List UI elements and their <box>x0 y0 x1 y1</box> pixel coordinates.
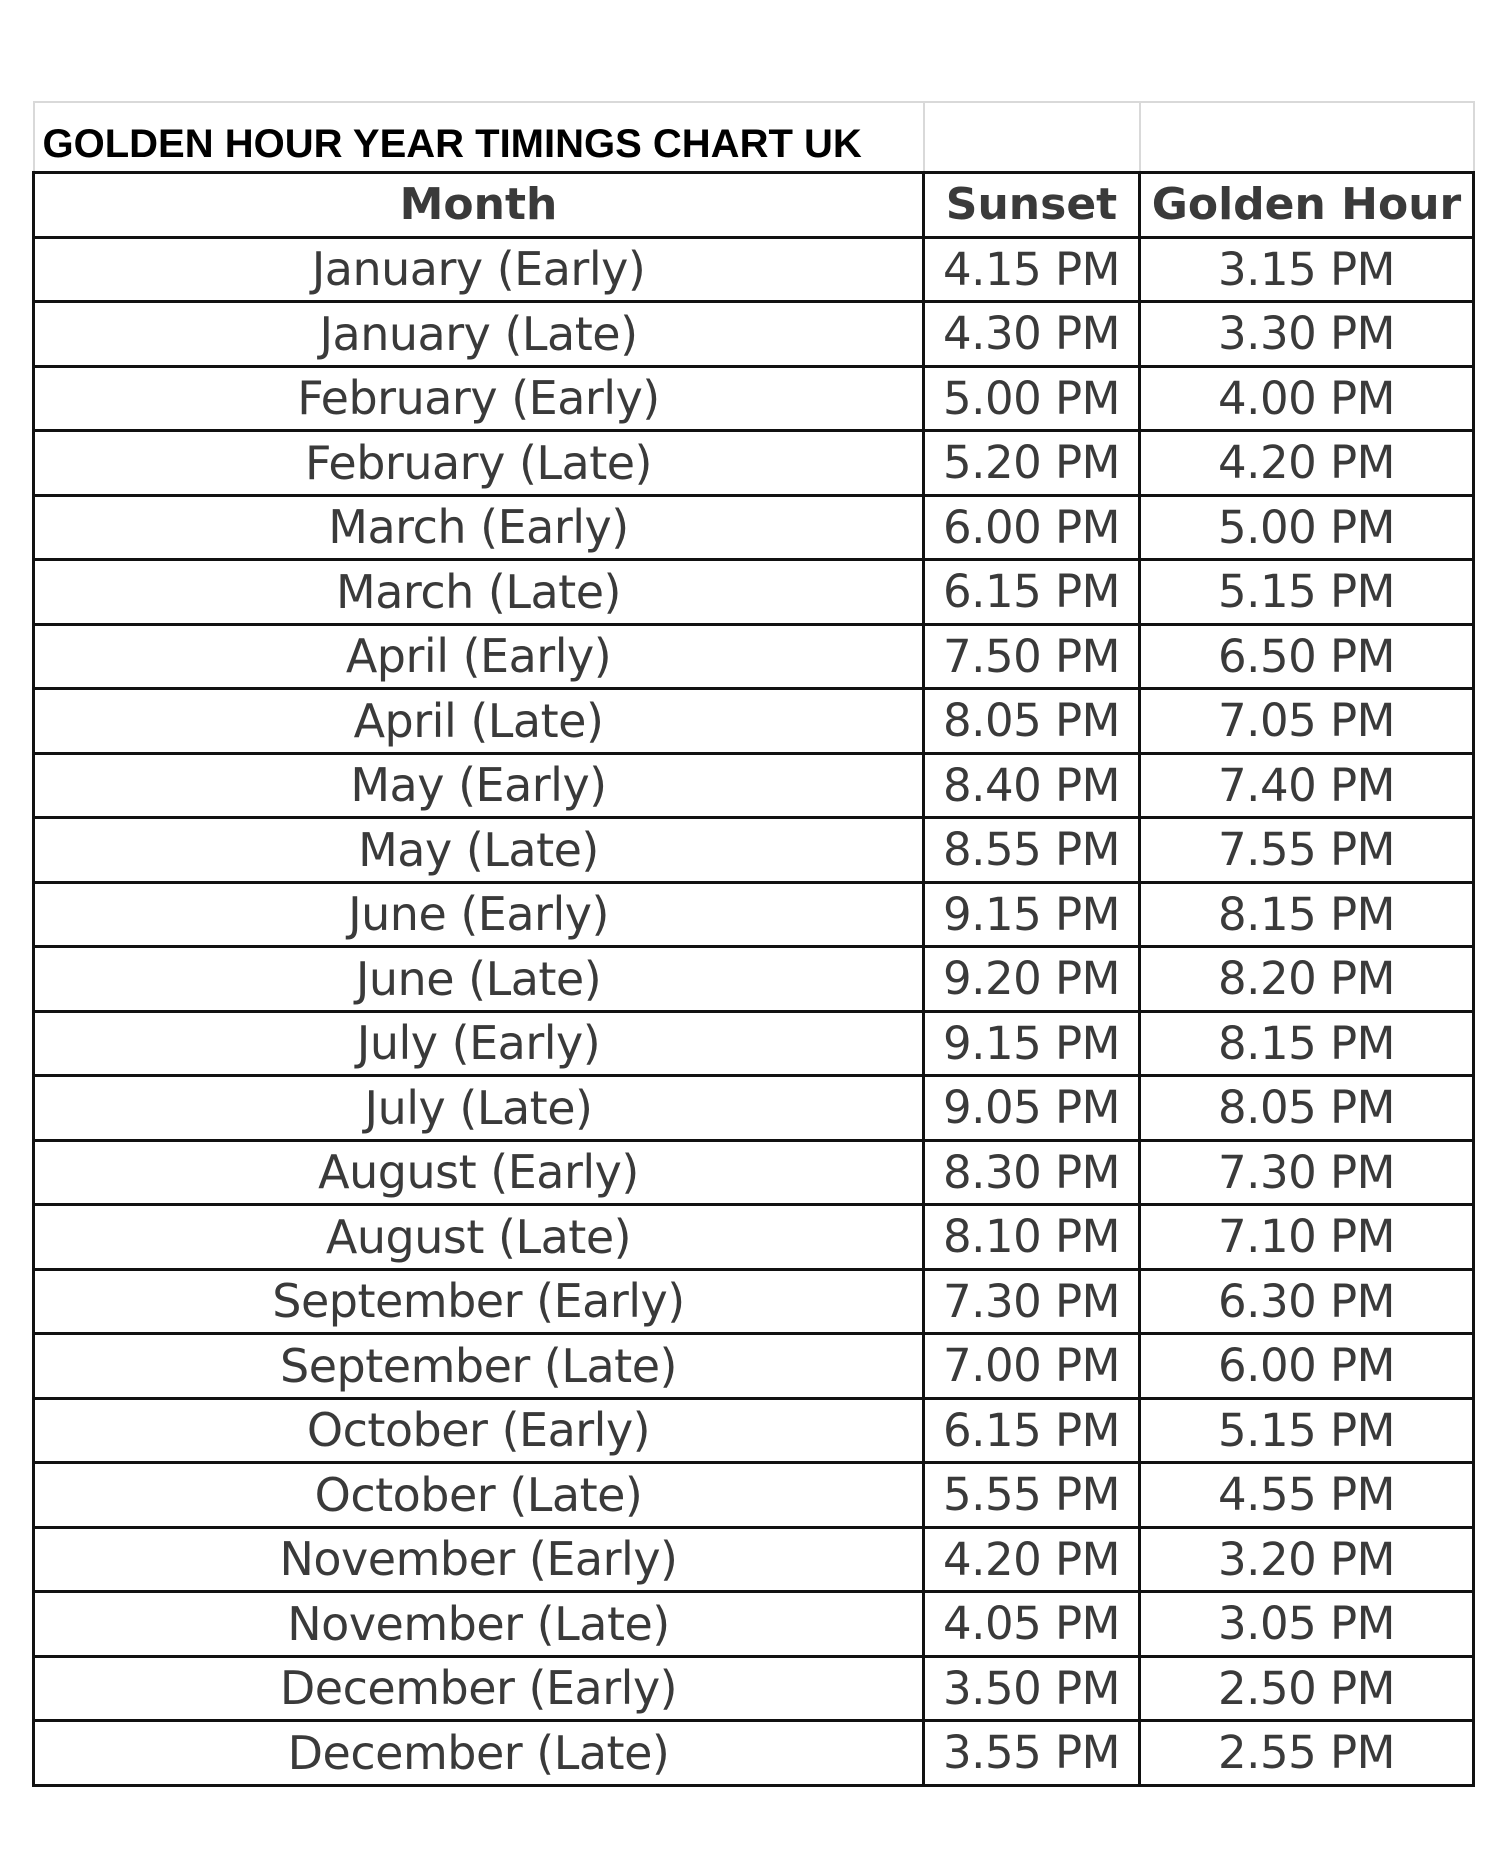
empty-cell <box>924 102 1140 173</box>
month-cell: July (Late) <box>34 1076 924 1141</box>
golden-hour-cell: 2.50 PM <box>1140 1656 1474 1721</box>
sunset-cell: 9.20 PM <box>924 947 1140 1012</box>
sunset-cell: 4.05 PM <box>924 1592 1140 1657</box>
golden-hour-cell: 6.00 PM <box>1140 1334 1474 1399</box>
table-row <box>34 947 1474 1012</box>
sunset-cell: 8.30 PM <box>924 1140 1140 1205</box>
golden-hour-cell: 2.55 PM <box>1140 1721 1474 1786</box>
golden-hour-cell: 5.00 PM <box>1140 495 1474 560</box>
month-cell: December (Late) <box>34 1721 924 1786</box>
sunset-cell: 5.55 PM <box>924 1463 1140 1528</box>
golden-hour-cell: 8.20 PM <box>1140 947 1474 1012</box>
golden-hour-cell: 8.15 PM <box>1140 1011 1474 1076</box>
sunset-cell: 5.00 PM <box>924 366 1140 431</box>
golden-hour-cell: 3.30 PM <box>1140 302 1474 367</box>
golden-hour-cell: 7.40 PM <box>1140 753 1474 818</box>
month-cell: November (Early) <box>34 1527 924 1592</box>
table-row <box>34 1592 1474 1657</box>
month-cell: August (Late) <box>34 1205 924 1270</box>
sunset-cell: 4.15 PM <box>924 237 1140 302</box>
sunset-cell: 8.05 PM <box>924 689 1140 754</box>
sunset-cell: 6.00 PM <box>924 495 1140 560</box>
month-cell: June (Late) <box>34 947 924 1012</box>
month-cell: May (Late) <box>34 818 924 883</box>
golden-hour-cell: 3.05 PM <box>1140 1592 1474 1657</box>
month-cell: September (Late) <box>34 1334 924 1399</box>
sunset-cell: 7.00 PM <box>924 1334 1140 1399</box>
golden-hour-cell: 8.05 PM <box>1140 1076 1474 1141</box>
golden-hour-cell: 5.15 PM <box>1140 1398 1474 1463</box>
golden-hour-cell: 5.15 PM <box>1140 560 1474 625</box>
sunset-cell: 9.15 PM <box>924 882 1140 947</box>
table-row <box>34 1721 1474 1786</box>
month-cell: March (Late) <box>34 560 924 625</box>
table-row <box>34 560 1474 625</box>
golden-hour-cell: 6.50 PM <box>1140 624 1474 689</box>
golden-hour-cell: 3.20 PM <box>1140 1527 1474 1592</box>
table-row <box>34 753 1474 818</box>
table-row <box>34 431 1474 496</box>
month-cell: October (Early) <box>34 1398 924 1463</box>
column-header-month: Month <box>34 173 924 238</box>
column-header-golden-hour: Golden Hour <box>1140 173 1474 238</box>
sunset-cell: 6.15 PM <box>924 1398 1140 1463</box>
table-row <box>34 1334 1474 1399</box>
month-cell: December (Early) <box>34 1656 924 1721</box>
golden-hour-cell: 7.05 PM <box>1140 689 1474 754</box>
empty-cell <box>1140 102 1474 173</box>
table-row <box>34 818 1474 883</box>
sunset-cell: 8.40 PM <box>924 753 1140 818</box>
table-row <box>34 1205 1474 1270</box>
table-row <box>34 1076 1474 1141</box>
golden-hour-cell: 8.15 PM <box>1140 882 1474 947</box>
table-row <box>34 882 1474 947</box>
sunset-cell: 4.30 PM <box>924 302 1140 367</box>
sunset-cell: 3.55 PM <box>924 1721 1140 1786</box>
golden-hour-table <box>32 101 1475 1787</box>
table-row <box>34 1527 1474 1592</box>
month-cell: April (Late) <box>34 689 924 754</box>
month-cell: June (Early) <box>34 882 924 947</box>
golden-hour-cell: 6.30 PM <box>1140 1269 1474 1334</box>
table-row <box>34 237 1474 302</box>
table-row <box>34 1269 1474 1334</box>
golden-hour-cell: 3.15 PM <box>1140 237 1474 302</box>
sunset-cell: 9.05 PM <box>924 1076 1140 1141</box>
table-row <box>34 495 1474 560</box>
sunset-cell: 4.20 PM <box>924 1527 1140 1592</box>
table-row <box>34 1140 1474 1205</box>
month-cell: May (Early) <box>34 753 924 818</box>
month-cell: February (Early) <box>34 366 924 431</box>
sunset-cell: 6.15 PM <box>924 560 1140 625</box>
golden-hour-cell: 7.30 PM <box>1140 1140 1474 1205</box>
month-cell: September (Early) <box>34 1269 924 1334</box>
golden-hour-cell: 7.55 PM <box>1140 818 1474 883</box>
table-row <box>34 366 1474 431</box>
golden-hour-cell: 4.55 PM <box>1140 1463 1474 1528</box>
month-cell: April (Early) <box>34 624 924 689</box>
golden-hour-cell: 4.20 PM <box>1140 431 1474 496</box>
sunset-cell: 8.55 PM <box>924 818 1140 883</box>
month-cell: January (Early) <box>34 237 924 302</box>
table-body <box>34 102 1474 1785</box>
chart-title: GOLDEN HOUR YEAR TIMINGS CHART UK <box>34 102 924 173</box>
month-cell: March (Early) <box>34 495 924 560</box>
table-row <box>34 1463 1474 1528</box>
column-header-sunset: Sunset <box>924 173 1140 238</box>
table-row <box>34 624 1474 689</box>
month-cell: August (Early) <box>34 1140 924 1205</box>
title-row <box>34 102 1474 173</box>
table-row <box>34 1656 1474 1721</box>
month-cell: November (Late) <box>34 1592 924 1657</box>
month-cell: October (Late) <box>34 1463 924 1528</box>
sunset-cell: 5.20 PM <box>924 431 1140 496</box>
month-cell: January (Late) <box>34 302 924 367</box>
table-row <box>34 1011 1474 1076</box>
golden-hour-cell: 7.10 PM <box>1140 1205 1474 1270</box>
month-cell: February (Late) <box>34 431 924 496</box>
table-row <box>34 689 1474 754</box>
table-row <box>34 302 1474 367</box>
table-row <box>34 1398 1474 1463</box>
header-row <box>34 173 1474 238</box>
month-cell: July (Early) <box>34 1011 924 1076</box>
golden-hour-cell: 4.00 PM <box>1140 366 1474 431</box>
sunset-cell: 8.10 PM <box>924 1205 1140 1270</box>
sunset-cell: 7.30 PM <box>924 1269 1140 1334</box>
sunset-cell: 9.15 PM <box>924 1011 1140 1076</box>
sunset-cell: 3.50 PM <box>924 1656 1140 1721</box>
sunset-cell: 7.50 PM <box>924 624 1140 689</box>
